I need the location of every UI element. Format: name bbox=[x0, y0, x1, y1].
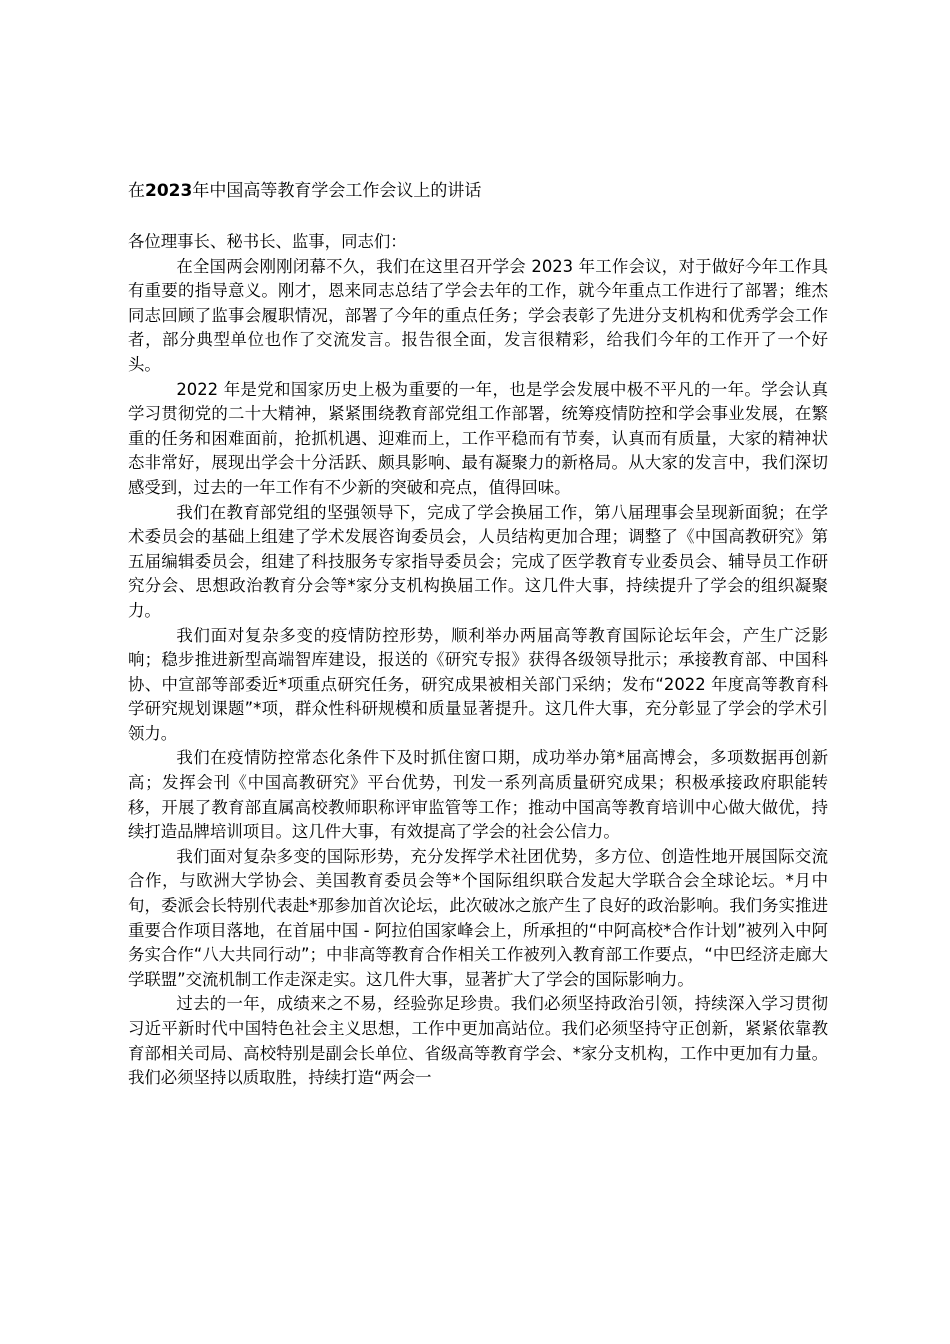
title-prefix: 在 bbox=[128, 181, 145, 201]
document-title bbox=[128, 177, 828, 205]
paragraph: 我们在教育部党组的坚强领导下，完成了学会换届工作，第八届理事会呈现新面貌；在学术委员会的基础上组建了学术发展咨询委员会，人员结构更加合理；调整了《中国高教研究》第五届编辑委员会，组建了科技服务专家指导委员会；完成了医学教育专业委员会、辅导员工作研究分会、思想政治教育分会等*家分支机构换届工作。这几件大事，持续提升了学会的组织凝聚力。 bbox=[128, 502, 828, 620]
paragraph: 2022 年是党和国家历史上极为重要的一年，也是学会发展中极不平凡的一年。学会认真学习贯彻党的二十大精神，紧紧围绕教育部党组工作部署，统筹疫情防控和学会事业发展，在繁重的任务和困难面前，抢抓机遇、迎难而上，工作平稳而有节奏，认真而有质量，大家的精神状态非常好，展现出学会十分活跃、颇具影响、最有凝聚力的新格局。从大家的发言中，我们深切感受到，过去的一年工作有不少新的突破和亮点，值得回味。 bbox=[128, 379, 828, 497]
document-body bbox=[128, 230, 828, 1091]
title-suffix: 年中国高等教育学会工作会议上的讲话 bbox=[192, 181, 482, 201]
paragraph: 我们在疫情防控常态化条件下及时抓住窗口期，成功举办第*届高博会，多项数据再创新高；发挥会刊《中国高教研究》平台优势，刊发一系列高质量研究成果；积极承接政府职能转移，开展了教育部直属高校教师职称评审监管等工作；推动中国高等教育培训中心做大做优，持续打造品牌培训项目。这几件大事，有效提高了学会的社会公信力。 bbox=[128, 748, 828, 842]
title-year: 2023 bbox=[145, 181, 193, 201]
paragraph: 在全国两会刚刚闭幕不久，我们在这里召开学会 2023 年工作会议，对于做好今年工作具有重要的指导意义。刚才，恩来同志总结了学会去年的工作，就今年重点工作进行了部署；维杰同志回顾了监事会履职情况，部署了今年的重点任务；学会表彰了先进分支机构和优秀学会工作者，部分典型单位也作了交流发言。报告很全面，发言很精彩，给我们今年的工作开了一个好头。 bbox=[128, 256, 828, 374]
paragraph: 过去的一年，成绩来之不易，经验弥足珍贵。我们必须坚持政治引领，持续深入学习贯彻习近平新时代中国特色社会主义思想，工作中更加高站位。我们必须坚持守正创新，紧紧依靠教育部相关司局、高校特别是副会长单位、省级高等教育学会、*家分支机构，工作中更加有力量。我们必须坚持以质取胜，持续打造“两会一 bbox=[128, 994, 828, 1088]
paragraph: 我们面对复杂多变的国际形势，充分发挥学术社团优势，多方位、创造性地开展国际交流合作，与欧洲大学协会、美国教育委员会等*个国际组织联合发起大学联合会全球论坛。*月中旬，委派会长特别代表赴*那参加首次论坛，此次破冰之旅产生了良好的政治影响。我们务实推进重要合作项目落地，在首届中国 - 阿拉伯国家峰会上，所承担的“中阿高校*合作计划”被列入中阿务实合作“八大共同行动”；中非高等教育合作相关工作被列入教育部工作要点，“中巴经济走廊大学联盟”交流机制工作走深走实。这几件大事，显著扩大了学会的国际影响力。 bbox=[128, 846, 828, 989]
salutation: 各位理事长、秘书长、监事，同志们： bbox=[128, 232, 407, 251]
paragraph: 我们面对复杂多变的疫情防控形势，顺利举办两届高等教育国际论坛年会，产生广泛影响；稳步推进新型高端智库建设，报送的《研究专报》获得各级领导批示；承接教育部、中国科协、中宣部等部委近*项重点研究任务，研究成果被相关部门采纳；发布“2022 年度高等教育科学研究规划课题”*项，群众性科研规模和质量显著提升。这几件大事，充分彰显了学会的学术引领力。 bbox=[128, 625, 828, 743]
